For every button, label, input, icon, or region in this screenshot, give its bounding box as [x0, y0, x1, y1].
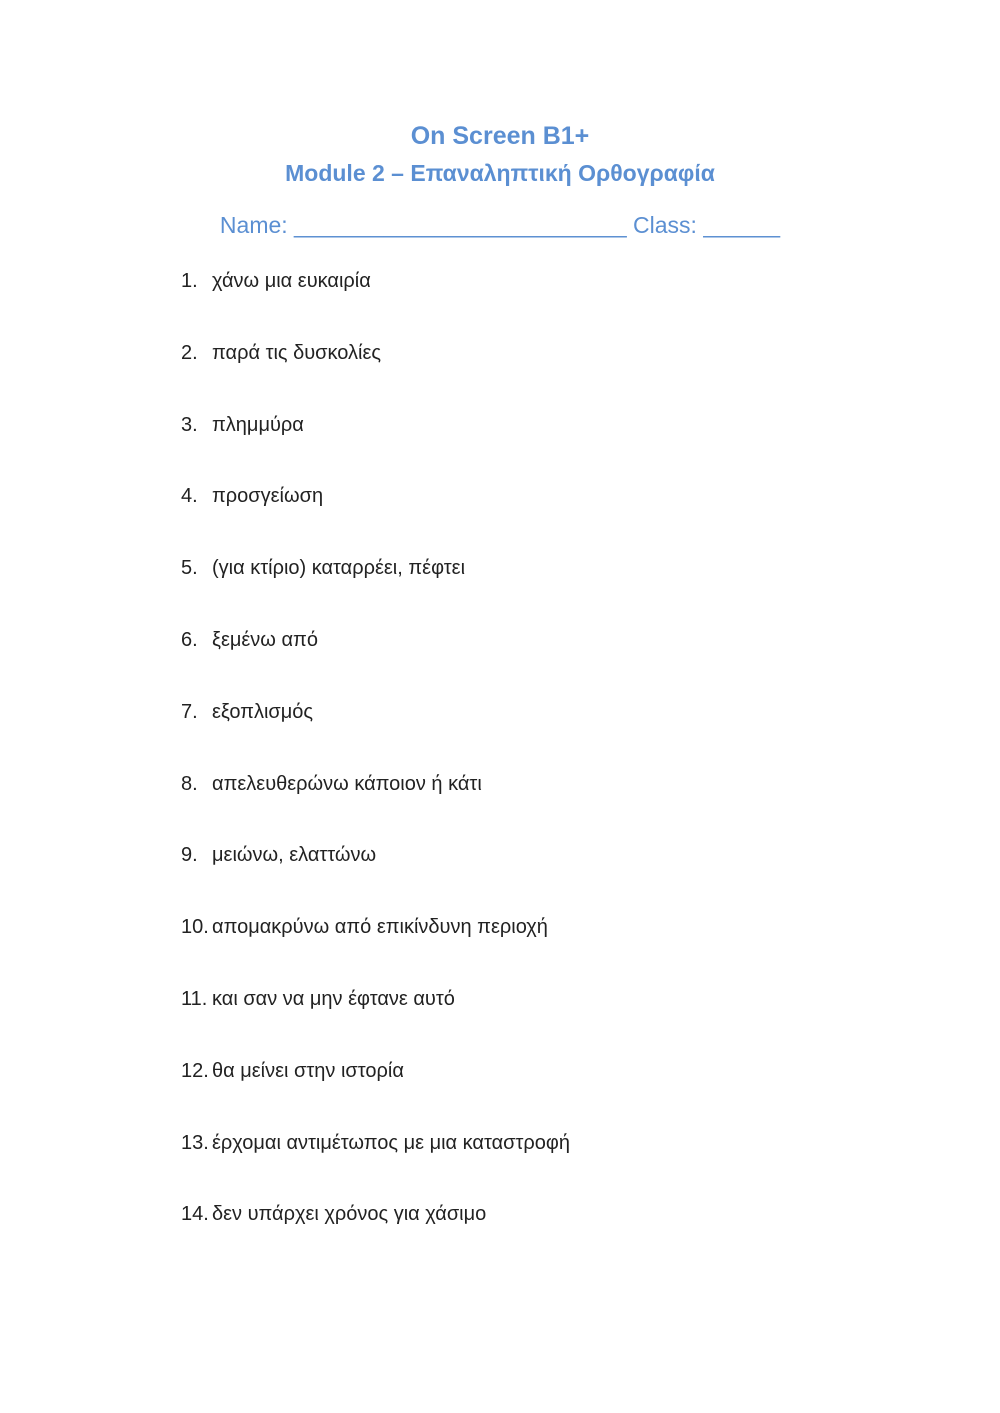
item-text: χάνω μια ευκαιρία [212, 270, 371, 292]
list-item [181, 264, 570, 336]
word-list [181, 264, 570, 1269]
item-number: 2. [181, 341, 198, 364]
item-text: (για κτίριο) καταρρέει, πέφτει [212, 557, 466, 580]
page-subtitle: Module 2 – Επαναληπτική Ορθογραφία [285, 160, 715, 186]
item-text: και σαν να μην έφτανε αυτό [212, 987, 455, 1010]
item-text: δεν υπάρχει χρόνος για χάσιμο [212, 1203, 487, 1226]
item-text: έρχομαι αντιμέτωπος με μια καταστροφή [212, 1131, 571, 1154]
list-item [181, 982, 570, 1054]
item-number: 13. [181, 1131, 209, 1154]
item-number: 8. [181, 772, 198, 795]
item-number: 11. [181, 987, 208, 1010]
item-text: παρά τις δυσκολίες [212, 341, 382, 364]
item-number: 14. [181, 1203, 209, 1226]
item-number: 3. [181, 413, 198, 436]
item-text: εξοπλισμός [212, 700, 314, 723]
list-item [181, 1126, 570, 1198]
list-item [181, 623, 570, 695]
item-text: θα μείνει στην ιστορία [212, 1059, 404, 1082]
list-item [181, 695, 570, 767]
list-item [181, 479, 570, 551]
item-number: 9. [181, 844, 198, 867]
item-number: 12. [181, 1059, 209, 1082]
item-text: προσγείωση [212, 485, 324, 508]
list-item [181, 838, 570, 910]
item-text: ξεμένω από [212, 628, 318, 651]
list-item [181, 1197, 570, 1269]
name-class-line: Name: __________________________ Class: ______ [219, 212, 781, 238]
item-text: μειώνω, ελαττώνω [212, 844, 377, 867]
item-number: 7. [181, 700, 198, 723]
item-number: 4. [181, 485, 198, 508]
item-number: 6. [181, 628, 198, 651]
list-item [181, 1054, 570, 1126]
item-number: 5. [181, 557, 198, 580]
list-item [181, 408, 570, 480]
list-item [181, 336, 570, 408]
item-text: απομακρύνω από επικίνδυνη περιοχή [212, 916, 548, 939]
list-item [181, 910, 570, 982]
item-text: απελευθερώνω κάποιον ή κάτι [212, 772, 482, 795]
page-title: On Screen B1+ [410, 122, 590, 150]
item-text: πλημμύρα [212, 413, 304, 436]
item-number: 1. [181, 270, 198, 292]
list-item [181, 767, 570, 839]
item-number: 10. [181, 916, 209, 939]
list-item [181, 551, 570, 623]
